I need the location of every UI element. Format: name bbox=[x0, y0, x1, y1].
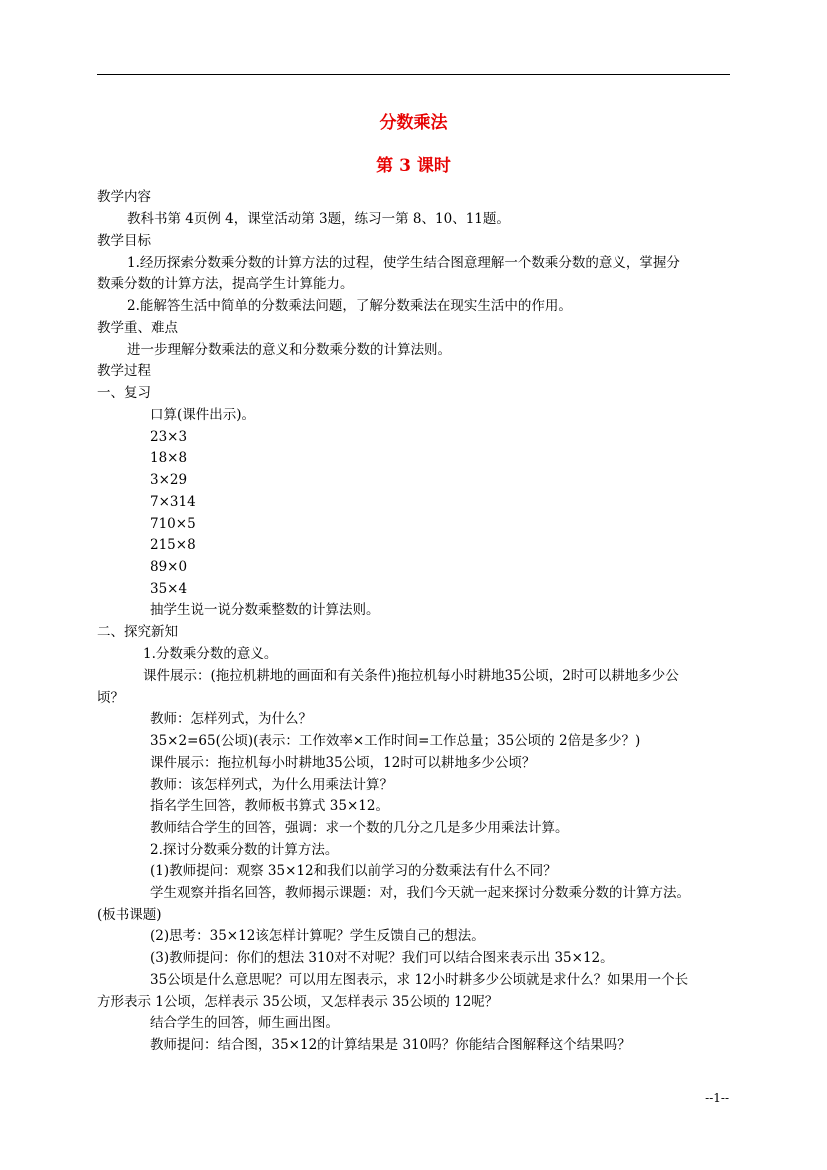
text-line: 教师提问：结合图，35×12的计算结果是 310吗？你能结合图解释这个结果吗？ bbox=[150, 1037, 631, 1053]
text-line: 结合学生的回答，师生画出图。 bbox=[150, 1015, 339, 1031]
text-line: 进一步理解分数乘法的意义和分数乘分数的计算法则。 bbox=[127, 342, 451, 358]
text-line: (板书课题) bbox=[97, 907, 162, 923]
text-line: 教师：怎样列式，为什么？ bbox=[150, 711, 312, 727]
page-number: --1-- bbox=[705, 1091, 729, 1105]
text-line: 2.探讨分数乘分数的计算方法。 bbox=[150, 842, 339, 858]
text-line: 方形表示 1公顷，怎样表示 35公顷，又怎样表示 35公顷的 12呢？ bbox=[97, 994, 499, 1010]
text-line: (1)教师提问：观察 35×12和我们以前学习的分数乘法有什么不同？ bbox=[150, 863, 557, 879]
section-heading: 教学目标 bbox=[97, 233, 151, 249]
text-line: 1.分数乘分数的意义。 bbox=[143, 646, 278, 662]
text-line: 35×2=65(公顷)(表示：工作效率×工作时间=工作总量；35公顷的 2倍是多少？) bbox=[150, 733, 641, 749]
exercise-line: 3×29 bbox=[150, 472, 188, 488]
text-line: 35公顷是什么意思呢？可以用左图表示，求 12小时耕多少公顷就是求什么？如果用一个长 bbox=[150, 972, 689, 988]
text-line: 顷？ bbox=[97, 690, 124, 706]
text-line: 2.能解答生活中简单的分数乘法问题，了解分数乘法在现实生活中的作用。 bbox=[127, 298, 572, 314]
exercise-line: 23×3 bbox=[150, 429, 188, 445]
text-line: (3)教师提问：你们的想法 310对不对呢？我们可以结合图来表示出 35×12。 bbox=[150, 950, 614, 966]
document-subtitle: 第 3 课时 bbox=[376, 156, 451, 176]
text-line: 数乘分数的计算方法，提高学生计算能力。 bbox=[97, 276, 354, 292]
exercise-line: 18×8 bbox=[150, 450, 188, 466]
text-line: 口算(课件出示)。 bbox=[150, 407, 256, 423]
section-heading: 一、复习 bbox=[97, 385, 151, 401]
text-line: 教师结合学生的回答，强调：求一个数的几分之几是多少用乘法计算。 bbox=[150, 820, 569, 836]
text-line: 1.经历探索分数乘分数的计算方法的过程，使学生结合图意理解一个数乘分数的意义，掌握分 bbox=[127, 255, 680, 271]
text-line: (2)思考：35×12该怎样计算呢？学生反馈自己的想法。 bbox=[150, 928, 485, 944]
section-heading: 二、探究新知 bbox=[97, 624, 178, 640]
exercise-line: 89×0 bbox=[150, 559, 188, 575]
exercise-line: 710×5 bbox=[150, 516, 196, 532]
exercise-line: 35×4 bbox=[150, 581, 188, 597]
section-heading: 教学过程 bbox=[97, 363, 151, 379]
text-line: 教师：该怎样列式，为什么用乘法计算？ bbox=[150, 777, 393, 793]
section-heading: 教学内容 bbox=[97, 189, 151, 205]
section-heading: 教学重、难点 bbox=[97, 320, 178, 336]
exercise-line: 7×314 bbox=[150, 494, 196, 510]
text-line: 抽学生说一说分数乘整数的计算法则。 bbox=[150, 602, 380, 618]
text-line: 教科书第 4页例 4，课堂活动第 3题，练习一第 8、10、11题。 bbox=[127, 211, 510, 227]
text-line: 课件展示：拖拉机每小时耕地35公顷，12时可以耕地多少公顷？ bbox=[150, 755, 536, 771]
exercise-line: 215×8 bbox=[150, 537, 196, 553]
header-rule bbox=[97, 74, 730, 75]
document-title: 分数乘法 bbox=[379, 113, 448, 133]
text-line: 学生观察并指名回答，教师揭示课题：对，我们今天就一起来探讨分数乘分数的计算方法。 bbox=[150, 885, 690, 901]
text-line: 课件展示：(拖拉机耕地的画面和有关条件)拖拉机每小时耕地35公顷，2时可以耕地多少公 bbox=[143, 668, 679, 684]
text-line: 指名学生回答，教师板书算式 35×12。 bbox=[150, 798, 389, 814]
